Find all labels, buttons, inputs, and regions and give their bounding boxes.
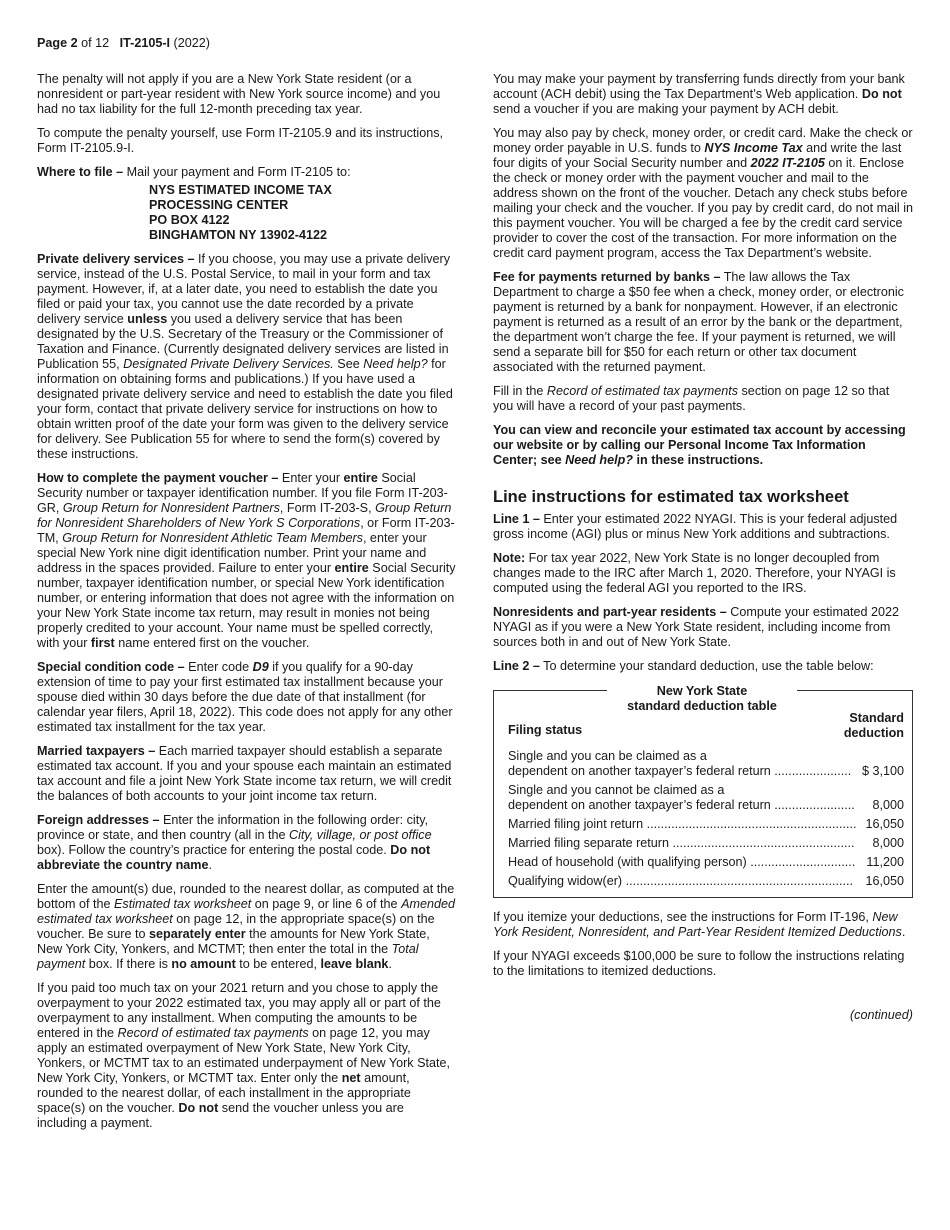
married-taxpayers-label: Married taxpayers – xyxy=(37,744,156,758)
text-run: Need help? xyxy=(565,453,633,467)
text-run: Do not xyxy=(178,1101,219,1115)
text-run: Amended estimated tax worksheet xyxy=(37,897,455,926)
text-run: Do not xyxy=(861,87,902,101)
line1-paragraph xyxy=(493,512,913,542)
address-line: PROCESSING CENTER xyxy=(149,198,289,212)
text-run: Group Return for Nonresident Partners xyxy=(62,501,280,515)
table-title-line: standard deduction table xyxy=(627,699,777,713)
text-run: you used a delivery service that has been designated by the U.S. Secretary of the Treasury or the Commissioner of Taxation and Finance. (Currently designated delivery services are listed in Publication 55, xyxy=(37,312,449,371)
deduction-value-cell: 11,200 xyxy=(866,855,904,869)
memo-text: 2022 IT-2105 xyxy=(750,156,825,170)
right-column xyxy=(493,72,913,1023)
line1-label: Line 1 – xyxy=(493,512,540,526)
note-paragraph xyxy=(493,551,913,596)
text-run: on page 12, in the appropriate space(s) on the voucher. Be sure to xyxy=(37,912,435,941)
married-taxpayers-paragraph xyxy=(37,744,457,804)
private-delivery-paragraph xyxy=(37,252,457,462)
form-id: IT-2105-I xyxy=(119,36,171,50)
filing-status-cell xyxy=(508,874,858,889)
text-run: . xyxy=(901,925,906,939)
section-heading: Line instructions for estimated tax worksheet xyxy=(493,488,849,506)
text-run: unless xyxy=(127,312,168,326)
check-payment-paragraph xyxy=(493,126,913,261)
text-run: Total payment xyxy=(37,942,419,971)
text-run: name entered first on the voucher. xyxy=(114,636,310,650)
text-run: Enter code xyxy=(184,660,253,674)
payee-name: NYS Income Tax xyxy=(704,141,803,155)
text-run: Each married taxpayer should establish a separate estimated tax account. If you and your spouse each maintain an estimated tax account and file a joint New York State income tax return, we will credit the balances of both accounts to your joint income tax return. xyxy=(37,744,452,803)
text-run: on page 9, or line 6 of the xyxy=(251,897,402,911)
filing-status-line: Qualifying widow(er) ................................................................. xyxy=(508,874,854,888)
text-run: To determine your standard deduction, use the table below: xyxy=(539,659,874,673)
text-run: on page 12, you may apply an estimated overpayment of New York State, New York City, Yonkers, or MCTMT tax to an estimated underpayment of New York State, New York City, Yonkers, or MCTMT tax. Enter only the xyxy=(37,1026,450,1085)
text-run: , Form IT-203-S, xyxy=(279,501,376,515)
filing-status-cell xyxy=(508,749,858,779)
left-column xyxy=(37,72,457,1140)
filing-status-cell xyxy=(508,855,858,870)
page-label: Page 2 xyxy=(37,36,78,50)
filing-status-line: dependent on another taxpayer’s federal return ...................... xyxy=(508,764,852,778)
text-run: no amount xyxy=(171,957,236,971)
payment-voucher-paragraph xyxy=(37,471,457,651)
text-run: entire xyxy=(334,561,369,575)
amounts-due-paragraph xyxy=(37,882,457,972)
page-count: of 12 xyxy=(77,36,110,50)
text-run: , enter your special New York nine digit identification number. Print your name and address in the spaces provided. Failure to enter your xyxy=(37,531,427,575)
text-run: for information on obtaining forms and publications.) If you have used a designated private delivery service and need to establish the date you filed your form, contact that private delivery service for instructions on how to obtain written proof of the date your form was given to the delivery service for delivery. See Publication 55 for where to send the form(s) covered by these instructions. xyxy=(37,357,453,461)
table-row xyxy=(508,783,904,813)
text-run: Estimated tax worksheet xyxy=(114,897,252,911)
text-run: if you qualify for a 90-day extension of time to pay your first estimated tax installment because your spouse died within 30 days before the due date of that installment (for calendar year filers, April 18, 2022). This code does not apply for any other estimated tax installment for the tax year. xyxy=(37,660,453,734)
text-run: New York Resident, Nonresident, and Part-Year Resident Itemized Deductions xyxy=(493,910,902,939)
address-line: PO BOX 4122 xyxy=(149,213,230,227)
text-run: Do not abbreviate the country name xyxy=(37,843,431,872)
address-line: NYS ESTIMATED INCOME TAX xyxy=(149,183,332,197)
continued-label: (continued) xyxy=(849,1008,913,1022)
text-run: If you paid too much tax on your 2021 return and you chose to apply the overpayment to your 2022 estimated tax, you may apply all or part of the overpayment to any installment. When computing the amounts to be entered in the xyxy=(37,981,441,1040)
special-condition-label: Special condition code – xyxy=(37,660,185,674)
text-run: . xyxy=(388,957,392,971)
nonresidents-label: Nonresidents and part-year residents – xyxy=(493,605,727,619)
standard-deduction-table xyxy=(493,684,913,898)
payment-voucher-label: How to complete the payment voucher – xyxy=(37,471,279,485)
form-year: (2022) xyxy=(170,36,210,50)
filing-status-line: dependent on another taxpayer’s federal return ....................... xyxy=(508,798,855,812)
table-row xyxy=(508,855,904,870)
foreign-addresses-paragraph xyxy=(37,813,457,873)
special-condition-paragraph xyxy=(37,660,457,735)
text-run: Social Security number, taxpayer identification number, or special New York identification number, or entering information that does not agree with the information on your New York State income tax return, may result in monies not being properly credited to your account. Your name must be spelled correctly, with your xyxy=(37,561,456,650)
text-run: For tax year 2022, New York State is no longer decoupled from changes made to the IRC after March 1, 2020. Therefore, your NYAGI is computed using the federal AGI you reported to the IRS. xyxy=(493,551,896,595)
mailing-address xyxy=(149,183,457,243)
text-run: Social Security number or taxpayer identification number. If you file Form IT-203-GR, xyxy=(37,471,448,515)
text-run: See xyxy=(333,357,364,371)
text-run: separately enter xyxy=(149,927,246,941)
filing-status-line: Single and you cannot be claimed as a xyxy=(508,783,725,797)
text-run: to be entered, xyxy=(235,957,321,971)
text-run: amount, rounded to the nearest dollar, of each installment in the appropriate space(s) on the voucher. xyxy=(37,1071,411,1115)
deduction-value-cell: 8,000 xyxy=(872,798,904,812)
fill-in-record-paragraph xyxy=(493,384,913,414)
column-header-line: Standard xyxy=(849,711,904,725)
column-header-filing-status: Filing status xyxy=(508,723,583,737)
text-run: box. If there is xyxy=(85,957,172,971)
overpayment-paragraph xyxy=(37,981,457,1131)
table-title xyxy=(607,684,797,714)
text-run: City, village, or post office xyxy=(289,828,432,842)
text-run: entire xyxy=(343,471,378,485)
text-run: and write the last four digits of your Social Security number and xyxy=(493,141,902,170)
filing-status-line: Married filing joint return ............................................................ xyxy=(508,817,857,831)
foreign-addresses-label: Foreign addresses – xyxy=(37,813,160,827)
text-run: Enter the amount(s) due, rounded to the nearest dollar, as computed at the bottom of the xyxy=(37,882,455,911)
table-row xyxy=(508,836,904,851)
deduction-value-cell: 16,050 xyxy=(865,874,904,888)
compute-paragraph: To compute the penalty yourself, use Form IT-2105.9 and its instructions, Form IT-2105.9-I. xyxy=(37,126,443,155)
note-label: Note: xyxy=(493,551,526,565)
text-run: Fill in the xyxy=(493,384,547,398)
ach-paragraph xyxy=(493,72,913,117)
text-run: If you choose, you may use a private delivery service, instead of the U.S. Postal Service, to mail in your form and tax payment. However, if, at a later date, you need to establish the date you filed or paid your tax, you cannot use the date recorded by a private delivery service xyxy=(37,252,451,326)
text-run: Enter your estimated 2022 NYAGI. This is your federal adjusted gross income (AGI) plus or minus New York additions and subtractions. xyxy=(493,512,898,541)
text-run: If you itemize your deductions, see the instructions for Form IT-196, xyxy=(493,910,873,924)
text-run: Compute your estimated 2022 NYAGI as if you were a New York State resident, including income from sources both in and out of New York State. xyxy=(493,605,899,649)
penalty-paragraph: The penalty will not apply if you are a New York State resident (or a nonresident or part-year resident with New York source income) and you had no tax liability for the full 12-month preceding tax year. xyxy=(37,72,441,116)
text-run: send the voucher unless you are including a payment. xyxy=(37,1101,404,1130)
text-run: box). Follow the country’s practice for entering the postal code. xyxy=(37,843,391,857)
deduction-value-cell: 8,000 xyxy=(872,836,904,850)
text-run: . xyxy=(208,858,212,872)
column-header-line: deduction xyxy=(843,726,904,740)
line2-label: Line 2 – xyxy=(493,659,540,673)
table-rows xyxy=(508,749,904,889)
table-row xyxy=(508,874,904,889)
text-run: send a voucher if you are making your payment by ACH debit. xyxy=(493,102,839,116)
table-title-line: New York State xyxy=(656,684,748,698)
condition-code: D9 xyxy=(252,660,269,674)
filing-status-cell xyxy=(508,836,858,851)
itemize-paragraph xyxy=(493,910,913,940)
text-run: Need help? xyxy=(363,357,428,371)
text-run: , or Form IT-203-TM, xyxy=(37,516,455,545)
text-run: You may make your payment by transferring funds directly from your bank account (ACH debit) using the Tax Department’s Web application. xyxy=(493,72,905,101)
text-run: Record of estimated tax payments xyxy=(117,1026,309,1040)
text-run: Enter your xyxy=(278,471,344,485)
table-row xyxy=(508,817,904,832)
text-run: section on page 12 so that you will have a record of your past payments. xyxy=(493,384,890,413)
text-run: Record of estimated tax payments xyxy=(546,384,739,398)
filing-status-line: Head of household (with qualifying person) .............................. xyxy=(508,855,856,869)
column-header-standard-deduction xyxy=(844,711,904,741)
filing-status-line: Single and you can be claimed as a xyxy=(508,749,707,763)
where-to-file-paragraph xyxy=(37,165,457,180)
returned-payment-fee-paragraph xyxy=(493,270,913,375)
text-run: leave blank xyxy=(320,957,389,971)
text-run: the amounts for New York State, New York City, Yonkers, and MCTMT; then enter the total in the xyxy=(37,927,430,956)
filing-status-cell xyxy=(508,783,858,813)
view-account-paragraph xyxy=(493,423,913,468)
private-delivery-label: Private delivery services – xyxy=(37,252,195,266)
text-run: Group Return for Nonresident Athletic Team Members xyxy=(62,531,363,545)
where-to-file-text: Mail your payment and Form IT-2105 to: xyxy=(123,165,351,179)
returned-payment-fee-label: Fee for payments returned by banks – xyxy=(493,270,721,284)
text-run: The law allows the Tax Department to charge a $50 fee when a check, money order, or electronic payment is returned by a bank for nonpayment. However, if an electronic payment is returned as a result of an error by the bank or the department, the department won’t charge the fee. If your payment is returned, we will send a separate bill for $50 for each return or other tax document associated with the returned payment. xyxy=(493,270,904,374)
text-run: Group Return for Nonresident Shareholders of New York S Corporations xyxy=(37,501,452,530)
text-run: in these instructions. xyxy=(633,453,764,467)
filing-status-line: Married filing separate return .................................................... xyxy=(508,836,855,850)
where-to-file-label: Where to file – xyxy=(37,165,124,179)
text-run: You may also pay by check, money order, or credit card. Make the check or money order payable in U.S. funds to xyxy=(493,126,913,155)
nonresidents-paragraph xyxy=(493,605,913,650)
text-run: Enter the information in the following order: city, province or state, and then country (all in the xyxy=(37,813,429,842)
text-run: You can view and reconcile your estimated tax account by accessing our website or by calling our Personal Income Tax Information Center; see xyxy=(493,423,906,467)
filing-status-cell xyxy=(508,817,858,832)
deduction-value-cell: $ 3,100 xyxy=(861,764,904,778)
address-line: BINGHAMTON NY 13902-4122 xyxy=(149,228,328,242)
text-run: net xyxy=(341,1071,361,1085)
nyagi-paragraph: If your NYAGI exceeds $100,000 be sure to follow the instructions relating to the limitations to itemized deductions. xyxy=(493,949,905,978)
line2-paragraph xyxy=(493,659,913,674)
page-header xyxy=(37,36,210,51)
text-run: first xyxy=(90,636,115,650)
text-run: Designated Private Delivery Services. xyxy=(123,357,334,371)
table-row xyxy=(508,749,904,779)
text-run: on it. Enclose the check or money order with the payment voucher and mail to the address shown on the front of the voucher. Detach any check stubs before mailing your check and the voucher. If you pay by credit card, do not mail in this payment voucher. You will be charged a fee by the credit card service provider to cover the cost of the transaction. For more information on the credit card payment program, access the Tax Department’s website. xyxy=(493,156,914,260)
deduction-value-cell: 16,050 xyxy=(865,817,904,831)
